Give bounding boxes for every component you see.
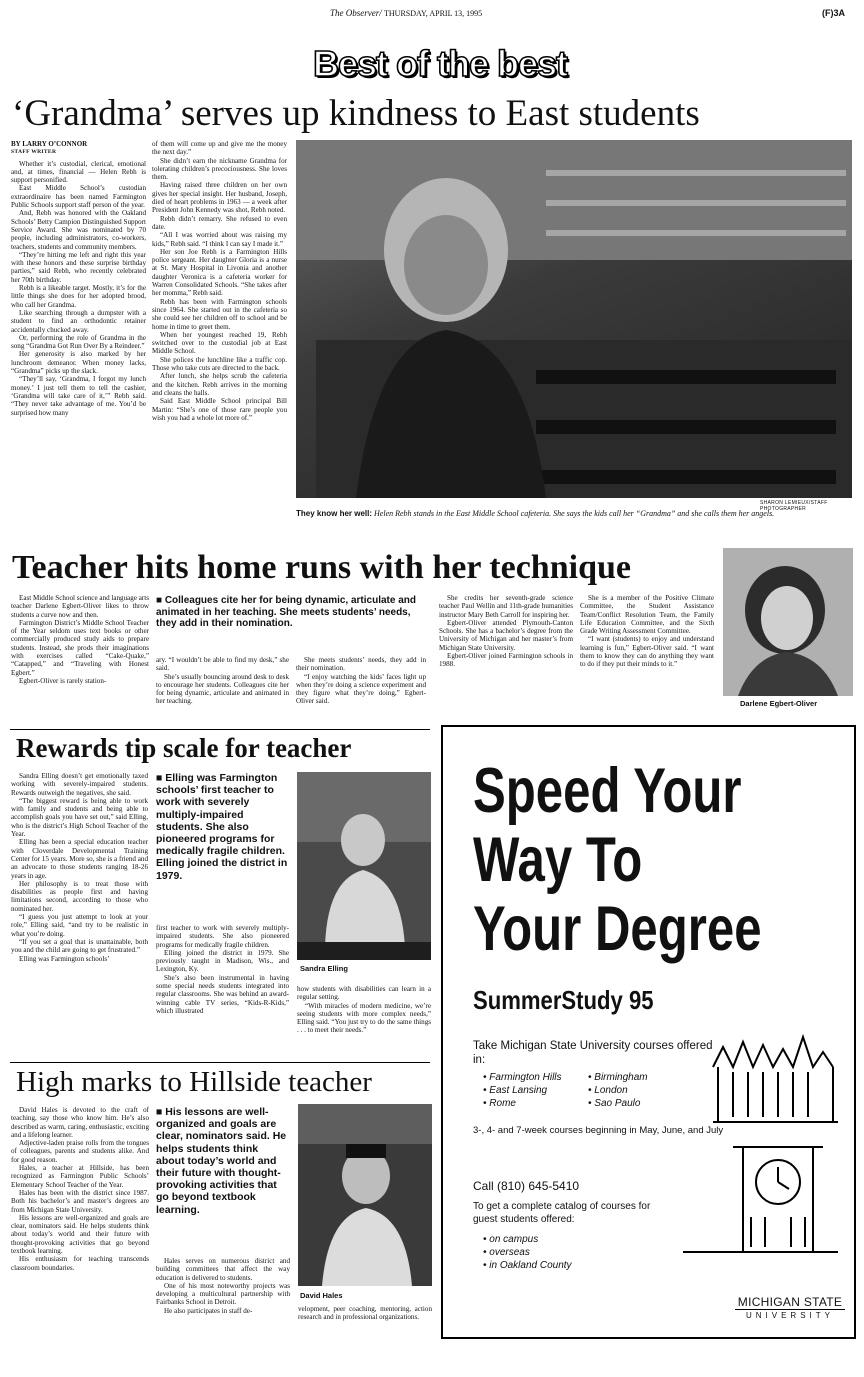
- story2-column-2: ary. “I wouldn’t be able to find my desk,” she said. She’s usually bouncing around desk to desk to encourage her students. Colleagues cite her for being dynamic, articulate and animated in her teaching.: [156, 656, 289, 706]
- story4-column-2: Hales serves on numerous district and building committees that affect the way education is delivered to students. One of his most noteworthy projects was developing a multicultural partnership with Fairbanks School in Detroit. He also participates in staff de-: [156, 1257, 290, 1315]
- story2-column-3: She meets students’ needs, they add in their nomination. “I enjoy watching the kids’ faces light up when they’re doing a science experiment and they figure what they’re doing,” Egbert-Oliver said.: [296, 656, 426, 706]
- divider: [10, 729, 430, 730]
- story1-byline: BY LARRY O’CONNOR: [11, 140, 88, 148]
- caption-lead: They know her well:: [296, 509, 373, 518]
- ad-program: SummerStudy 95: [473, 985, 654, 1015]
- story2-headline: Teacher hits home runs with her technique: [12, 549, 631, 586]
- story1-photo-credit: SHARON LEMIEUX/STAFF PHOTOGRAPHER: [760, 500, 828, 512]
- msu-logo-line1: MICHIGAN STATE: [735, 1295, 845, 1310]
- story2-photo-darlene: [723, 548, 853, 696]
- portrait-illustration: [298, 1104, 432, 1286]
- caption-text: Helen Rebh stands in the East Middle School cafeteria. She says the kids call her “Grandma” and she calls them her angels.: [374, 509, 775, 518]
- page-header: [330, 8, 630, 18]
- story1-column-1: BY LARRY O’CONNOR STAFF WRITER Whether it’s custodial, clerical, emotional and, at times, financial — Helen Rebh is support personified. East Middle School’s custodian extraordinaire has been named Farmington Public Schools support staff person of the year. And, Rebh was honored with the Oakland Schools’ Betty Campion Distinguished Support Service Award. She was nominated by 70 people, including administrators, co-workers, teachers, students and community members. “They’re hitting me left and right this year with these honors and these surprise birthday parties,” said Rebh, who recently celebrated her 70th birthday. Rebh is a likeable target. Mostly, it’s for the little things she does for her adopted brood, who call her Grandma. Like searching through a dumpster with a student to find an orthodontic retainer accidentally chucked away. Or, performing the role of Grandma in the song “Grandma Got Run Over By a Reindeer.” Her generosity is also marked by her lunchroom demeanor. When money lacks, “Grandma” picks up the slack. “They’ll say, ‘Grandma, I forgot my lunch money.’ I just tell them to tell the cashier, ‘Grandma will take care of it,’” Rebh said. “They never take advantage of me. You’d be surprised how many: [11, 140, 146, 417]
- story4-column-1: David Hales is devoted to the craft of teaching, say those who know him. He’s also described as warm, caring, enthusiastic, exciting and a lifelong learner. Adjective-laden praise rolls from the tongues of colleagues, parents and students alike. And for good reason. Hales, a teacher at Hillside, has been recognized as Farmington Public Schools’ Elementary School Teacher of the Year. Hales has been with the district since 1987. Both his bachelor’s and master’s degrees are from Michigan State University. His lessons are well-organized and goals are clear, nominators said. He helps students think about today’s world and their future with thought-provoking activities that go beyond textbook learning. His enthusiasm for teaching transcends classroom boundaries.: [11, 1106, 149, 1272]
- story2-column-1: East Middle School science and language arts teacher Darlene Egbert-Oliver likes to throw students a curve now and then. Farmington District’s Middle School Teacher of the Year seldom uses text books or other commercially produced study aids to prepare students. Instead, she prods their imaginations with exercises called “Cake-Quake,” “Catapped,” and “Traveling with Honest Egbert.” Egbert-Oliver is rarely station-: [11, 594, 149, 685]
- ad-phone: Call (810) 645-5410: [473, 1179, 580, 1193]
- story2-pullquote: ■ Colleagues cite her for being dynamic, articulate and animated in her teaching. She meets students’ needs, they add in their nomination.: [156, 595, 416, 629]
- ad-headline: Speed Your Way To Your Degree: [473, 756, 762, 964]
- story3-photo-caption: Sandra Elling: [300, 964, 348, 973]
- story3-column-3: how students with disabilities can learn in a regular setting. “With miracles of modern medicine, we’re seeing students with more complex needs,” Elling said. “You just try to do the same things . . . to meet their needs.”: [297, 985, 431, 1035]
- ad-locations-right: • Birmingham • London • Sao Paulo: [588, 1072, 648, 1109]
- msu-logo-line2: UNIVERSITY: [745, 1311, 834, 1320]
- section-kicker: Best of the best: [312, 43, 568, 84]
- ad-catalog: To get a complete catalog of courses for guest students offered:: [473, 1201, 651, 1225]
- story4-column-3: velopment, peer coaching, mentoring, action research and in professional organizations.: [298, 1305, 432, 1322]
- story1-headline: ‘Grandma’ serves up kindness to East students: [12, 93, 700, 134]
- story1-byline-role: STAFF WRITER: [11, 149, 57, 156]
- msu-logo: [735, 1295, 845, 1320]
- story1-column-2: of them will come up and give me the money the next day.” She didn’t earn the nickname Grandma for tolerating children’s precociousness. She loves them. Having raised three children on her own gives her special insight. Her husband, Joseph, died of heart problems in 1963 — a week after President John Kennedy was shot, Rebh noted. Rebh didn’t remarry. She refused to even date. “All I was worried about was raising my kids,” Rebh said. “I think I can say I made it.” Her son Joe Rebh is a Farmington Hills police sergeant. Her daughter Gloria is a nurse at St. Mary Hospital in Livonia and another daughter Veronica is a cafeteria worker for Warren Consolidated Schools. “She takes after her momma,” Rebh said. Rebh has been with Farmington schools since 1964. She started out in the cafeteria so she could see her children off to school and be home in time to greet them. When her youngest reached 19, Rebh switched over to the custodial job at East Middle School. She polices the lunchline like a traffic cop. Those who take cuts are directed to the back. After lunch, she helps scrub the cafeteria and the kitchen. Rebh arrives in the morning and cleans the halls. Said East Middle School principal Bill Martin: “She’s one of those rare people you wish you had a whole lot more of.”: [152, 140, 287, 422]
- ad-schedule: 3-, 4- and 7-week courses beginning in May, June, and July: [473, 1125, 724, 1136]
- story4-headline: High marks to Hillside teacher: [16, 1066, 372, 1098]
- story3-headline: Rewards tip scale for teacher: [16, 733, 352, 763]
- story1-photo-caption: [296, 509, 852, 519]
- story3-photo-sandra: [297, 772, 431, 960]
- story4-photo-caption: David Hales: [300, 1291, 343, 1300]
- portrait-illustration: [723, 548, 853, 696]
- story3-column-1: Sandra Elling doesn’t get emotionally taxed working with severely-impaired students. Rewards outweigh the negatives, she said. “The biggest reward is being able to work with family and students and being able to accomplish goals you have set out,” said Elling, who is the district’s High School Teacher of the Year. Elling has been a special education teacher with Cloverdale Developmental Training Center for 15 years. More so, she is a friend and an advocate to those students ranging 18-26 years in age. Her philosophy is to treat those with disabilities as people first and having limitations second, according to those who nominated her. “I guess you just attempt to look at your role,” Elling said, “and try to be realistic in what you’re doing. “If you set a goal that is unattainable, both you and the child are going to get frustrated.” Elling was Farmington schools’: [11, 772, 148, 963]
- story3-pullquote: ■ Elling was Farmington schools’ first teacher to work with severely multiply-impaired students. She also pioneered programs for medically fragile children. Elling joined the district in 1979.: [156, 772, 288, 882]
- story2-column-5: She is a member of the Positive Climate Committee, the Student Assistance Team/Conflict Resolution Team, the Family Life Education Committee, and the Sixth Grade Writing Assessment Committee. “I want (students) to enjoy and understand learning is fun,” Egbert-Oliver said. “I want them to know they can do anything they want to do if they put their minds to it.”: [580, 594, 714, 669]
- issue-date: THURSDAY, APRIL 13, 1995: [384, 9, 483, 18]
- portrait-illustration: [297, 772, 431, 960]
- page-number: (F)3A: [822, 8, 845, 18]
- clock-tower-illustration: [673, 1027, 848, 1287]
- story2-column-4: She credits her seventh-grade science teacher Paul Wellin and 11th-grade humanities instructor Mary Beth Carroll for inspiring her. Egbert-Oliver attended Plymouth-Canton Schools. She has a bachelor’s degree from the University of Michigan and her master’s from Michigan State University. Egbert-Oliver joined Farmington schools in 1988.: [439, 594, 573, 669]
- story2-photo-caption: Darlene Egbert-Oliver: [740, 699, 818, 708]
- ad-locations-left: • Farmington Hills • East Lansing • Rome: [483, 1072, 562, 1109]
- story4-photo-david: [298, 1104, 432, 1286]
- story1-photo-helen-rebh: [296, 140, 852, 498]
- ad-options: • on campus • overseas • in Oakland County: [483, 1234, 572, 1271]
- msu-advertisement: [441, 725, 856, 1339]
- story3-column-2: first teacher to work with severely multiply-impaired students. She also pioneered programs for medically fragile children. Elling joined the district in 1979. She previously taught in Madison, Wis., and Lexington, Ky. She’s also been instrumental in having some special needs students integrated into regular classrooms. She was behind an award-winning cable TV series, “Kids-R-Kids,” which illustrated: [156, 924, 289, 1015]
- cafeteria-photo-illustration: [296, 140, 852, 498]
- story4-pullquote: ■ His lessons are well-organized and goals are clear, nominators said. He helps students think about today’s world and their future with thought-provoking activities that go beyond textbook learning.: [156, 1106, 287, 1216]
- paper-name: The Observer/: [330, 8, 382, 18]
- ad-intro: Take Michigan State University courses offered in:: [473, 1040, 713, 1066]
- divider: [10, 1062, 430, 1063]
